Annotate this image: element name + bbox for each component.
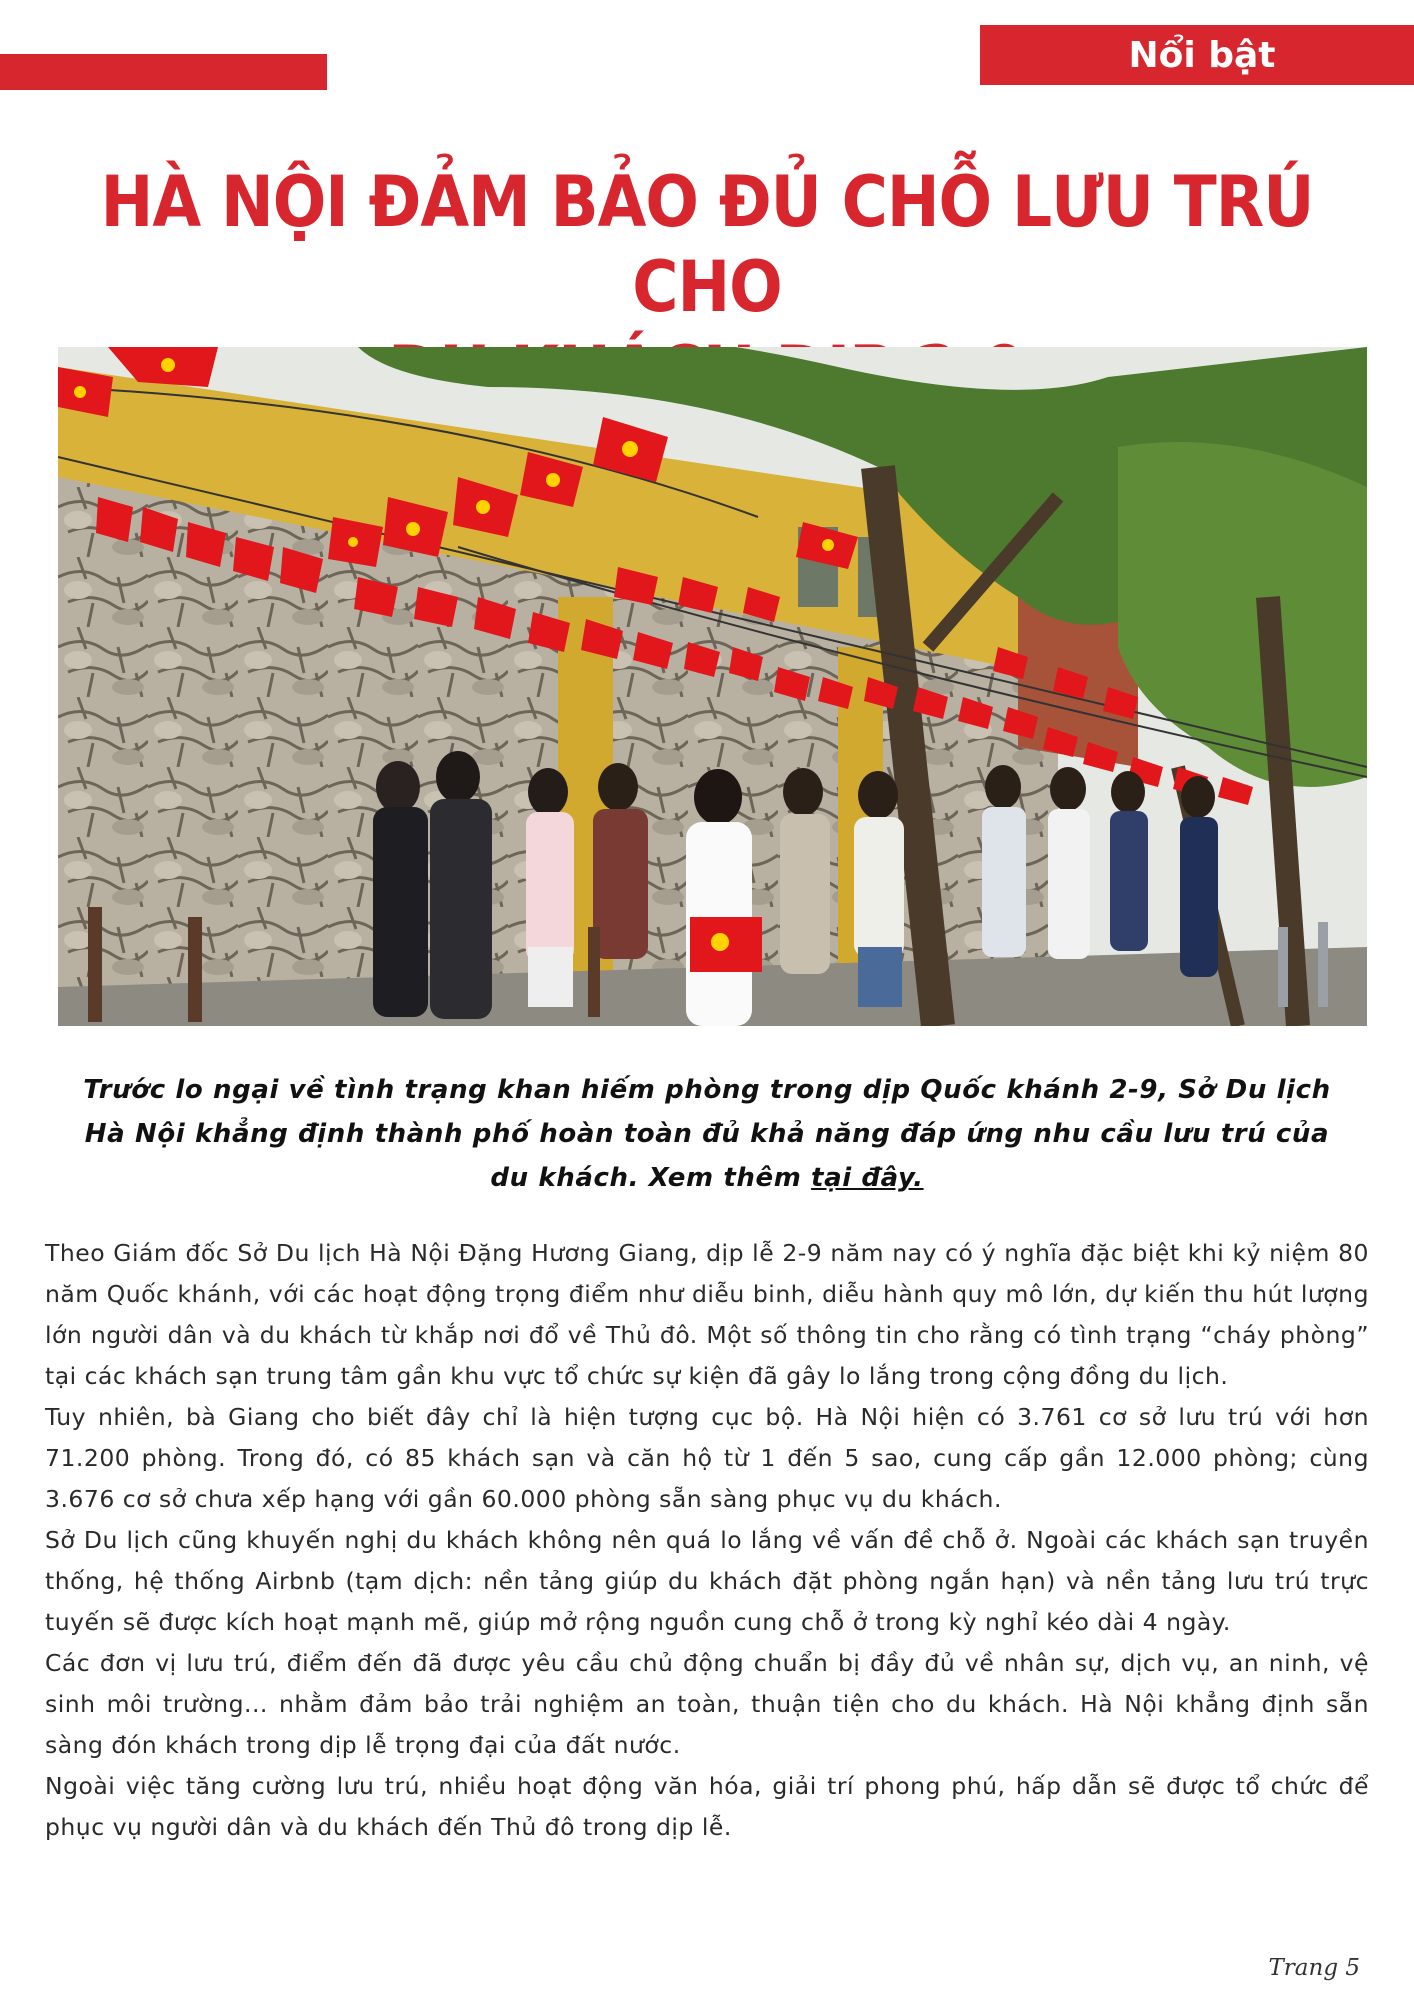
body-paragraph: Sở Du lịch cũng khuyến nghị du khách không nên quá lo lắng về vấn đề chỗ ở. Ngoài các khách sạn truyền thống, hệ thống Airbnb (tạm dịch: nền tảng giúp du khách đặt phòng ngắn hạn) và nền tảng lưu trú trực tuyến sẽ được kích hoạt mạnh mẽ, giúp mở rộng nguồn cung chỗ ở trong kỳ nghỉ kéo dài 4 ngày. [45, 1526, 1369, 1636]
article-lead-text: Trước lo ngại về tình trạng khan hiếm phòng trong dịp Quốc khánh 2-9, Sở Du lịch Hà Nội khẳng định thành phố hoàn toàn đủ khả năng đáp ứng nhu cầu lưu trú của du khách. Xem thêm [83, 1075, 1331, 1193]
body-paragraph: Theo Giám đốc Sở Du lịch Hà Nội Đặng Hương Giang, dịp lễ 2-9 năm nay có ý nghĩa đặc biệt khi kỷ niệm 80 năm Quốc khánh, với các hoạt động trọng điểm như diễu binh, diễu hành quy mô lớn, dự kiến thu hút lượng lớn người dân và du khách từ khắp nơi đổ về Thủ đô. Một số thông tin cho rằng có tình trạng “cháy phòng” tại các khách sạn trung tâm gần khu vực tổ chức sự kiện đã gây lo lắng trong cộng đồng du lịch. [45, 1239, 1369, 1390]
article-title-line-1: HÀ NỘI ĐẢM BẢO ĐỦ CHỖ LƯU TRÚ CHO [100, 161, 1314, 328]
article-lead [80, 1068, 1334, 1200]
page-number: Trang 5 [1268, 1955, 1360, 1981]
section-label-tab [980, 25, 1414, 85]
article-photo [58, 347, 1367, 1026]
photo-illustration [58, 347, 1367, 1026]
body-paragraph: Các đơn vị lưu trú, điểm đến đã được yêu cầu chủ động chuẩn bị đầy đủ về nhân sự, dịch vụ, an ninh, vệ sinh môi trường... nhằm đảm bảo trải nghiệm an toàn, thuận tiện cho du khách. Hà Nội khẳng định sẵn sàng đón khách trong dịp lễ trọng đại của đất nước. [45, 1649, 1369, 1759]
read-more-link[interactable]: tại đây. [811, 1163, 924, 1193]
body-paragraph: Tuy nhiên, bà Giang cho biết đây chỉ là hiện tượng cục bộ. Hà Nội hiện có 3.761 cơ sở lưu trú với hơn 71.200 phòng. Trong đó, có 85 khách sạn và căn hộ từ 1 đến 5 sao, cung cấp gần 12.000 phòng; cùng 3.676 cơ sở chưa xếp hạng với gần 60.000 phòng sẵn sàng phục vụ du khách. [45, 1403, 1369, 1513]
article-body [45, 1233, 1369, 1848]
body-paragraph: Ngoài việc tăng cường lưu trú, nhiều hoạt động văn hóa, giải trí phong phú, hấp dẫn sẽ được tổ chức để phục vụ người dân và du khách đến Thủ đô trong dịp lễ. [45, 1772, 1369, 1841]
decorative-red-bar [0, 54, 327, 90]
section-label: Nổi bật [1128, 34, 1276, 76]
